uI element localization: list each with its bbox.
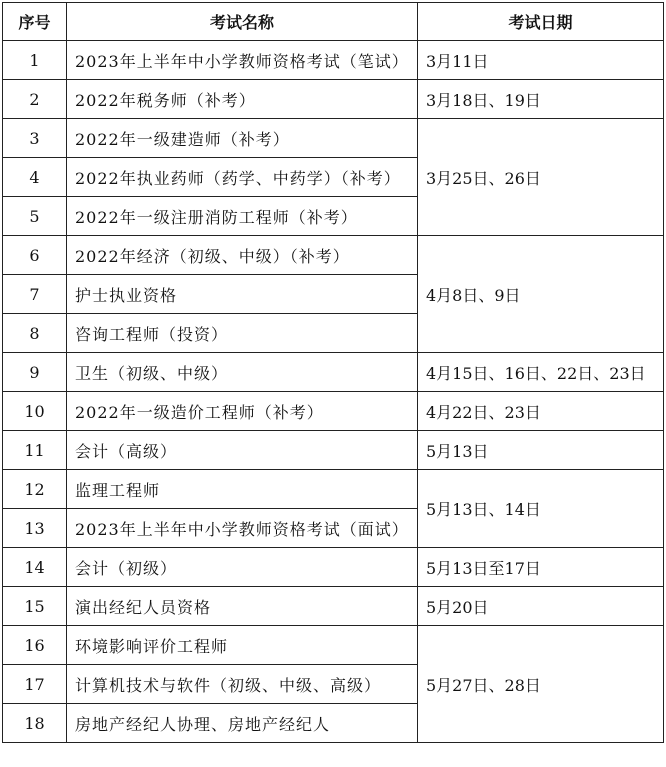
row-number: 10 (3, 392, 67, 431)
row-number: 12 (3, 470, 67, 509)
table-row (3, 353, 664, 392)
row-number: 3 (3, 119, 67, 158)
table-row (3, 80, 664, 119)
row-number: 2 (3, 80, 67, 119)
exam-date: 4月22日、23日 (418, 392, 664, 431)
row-number: 9 (3, 353, 67, 392)
table-row (3, 626, 664, 665)
exam-name: 2022年一级造价工程师（补考） (67, 392, 418, 431)
exam-date: 3月11日 (418, 41, 664, 80)
exam-name: 2022年一级建造师（补考） (67, 119, 418, 158)
exam-name: 2022年执业药师（药学、中药学）（补考） (67, 158, 418, 197)
exam-name: 房地产经纪人协理、房地产经纪人 (67, 704, 418, 743)
table-row (3, 392, 664, 431)
exam-name: 卫生（初级、中级） (67, 353, 418, 392)
row-number: 17 (3, 665, 67, 704)
table-header-row (3, 3, 664, 41)
exam-name: 演出经纪人员资格 (67, 587, 418, 626)
exam-date: 5月27日、28日 (418, 626, 664, 743)
exam-name: 2023年上半年中小学教师资格考试（面试） (67, 509, 418, 548)
exam-date: 4月15日、16日、22日、23日 (418, 353, 664, 392)
exam-name: 咨询工程师（投资） (67, 314, 418, 353)
exam-date: 5月13日至17日 (418, 548, 664, 587)
table-row (3, 470, 664, 509)
exam-name: 会计（初级） (67, 548, 418, 587)
exam-name: 护士执业资格 (67, 275, 418, 314)
row-number: 15 (3, 587, 67, 626)
header-exam-date: 考试日期 (418, 3, 664, 41)
row-number: 6 (3, 236, 67, 275)
row-number: 13 (3, 509, 67, 548)
exam-name: 会计（高级） (67, 431, 418, 470)
row-number: 5 (3, 197, 67, 236)
exam-date: 3月25日、26日 (418, 119, 664, 236)
exam-date: 3月18日、19日 (418, 80, 664, 119)
exam-date: 5月13日、14日 (418, 470, 664, 548)
row-number: 7 (3, 275, 67, 314)
exam-name: 环境影响评价工程师 (67, 626, 418, 665)
exam-date: 5月13日 (418, 431, 664, 470)
exam-name: 2022年一级注册消防工程师（补考） (67, 197, 418, 236)
exam-name: 2023年上半年中小学教师资格考试（笔试） (67, 41, 418, 80)
exam-schedule-table (2, 2, 664, 743)
exam-name: 2022年经济（初级、中级）（补考） (67, 236, 418, 275)
table-row (3, 119, 664, 158)
table-row (3, 41, 664, 80)
row-number: 11 (3, 431, 67, 470)
header-exam-name: 考试名称 (67, 3, 418, 41)
exam-date: 4月8日、9日 (418, 236, 664, 353)
table-row (3, 587, 664, 626)
header-no: 序号 (3, 3, 67, 41)
exam-name: 计算机技术与软件（初级、中级、高级） (67, 665, 418, 704)
table-row (3, 431, 664, 470)
exam-date: 5月20日 (418, 587, 664, 626)
exam-name: 2022年税务师（补考） (67, 80, 418, 119)
row-number: 8 (3, 314, 67, 353)
row-number: 1 (3, 41, 67, 80)
exam-name: 监理工程师 (67, 470, 418, 509)
row-number: 18 (3, 704, 67, 743)
row-number: 14 (3, 548, 67, 587)
table-row (3, 548, 664, 587)
table-row (3, 236, 664, 275)
row-number: 16 (3, 626, 67, 665)
row-number: 4 (3, 158, 67, 197)
